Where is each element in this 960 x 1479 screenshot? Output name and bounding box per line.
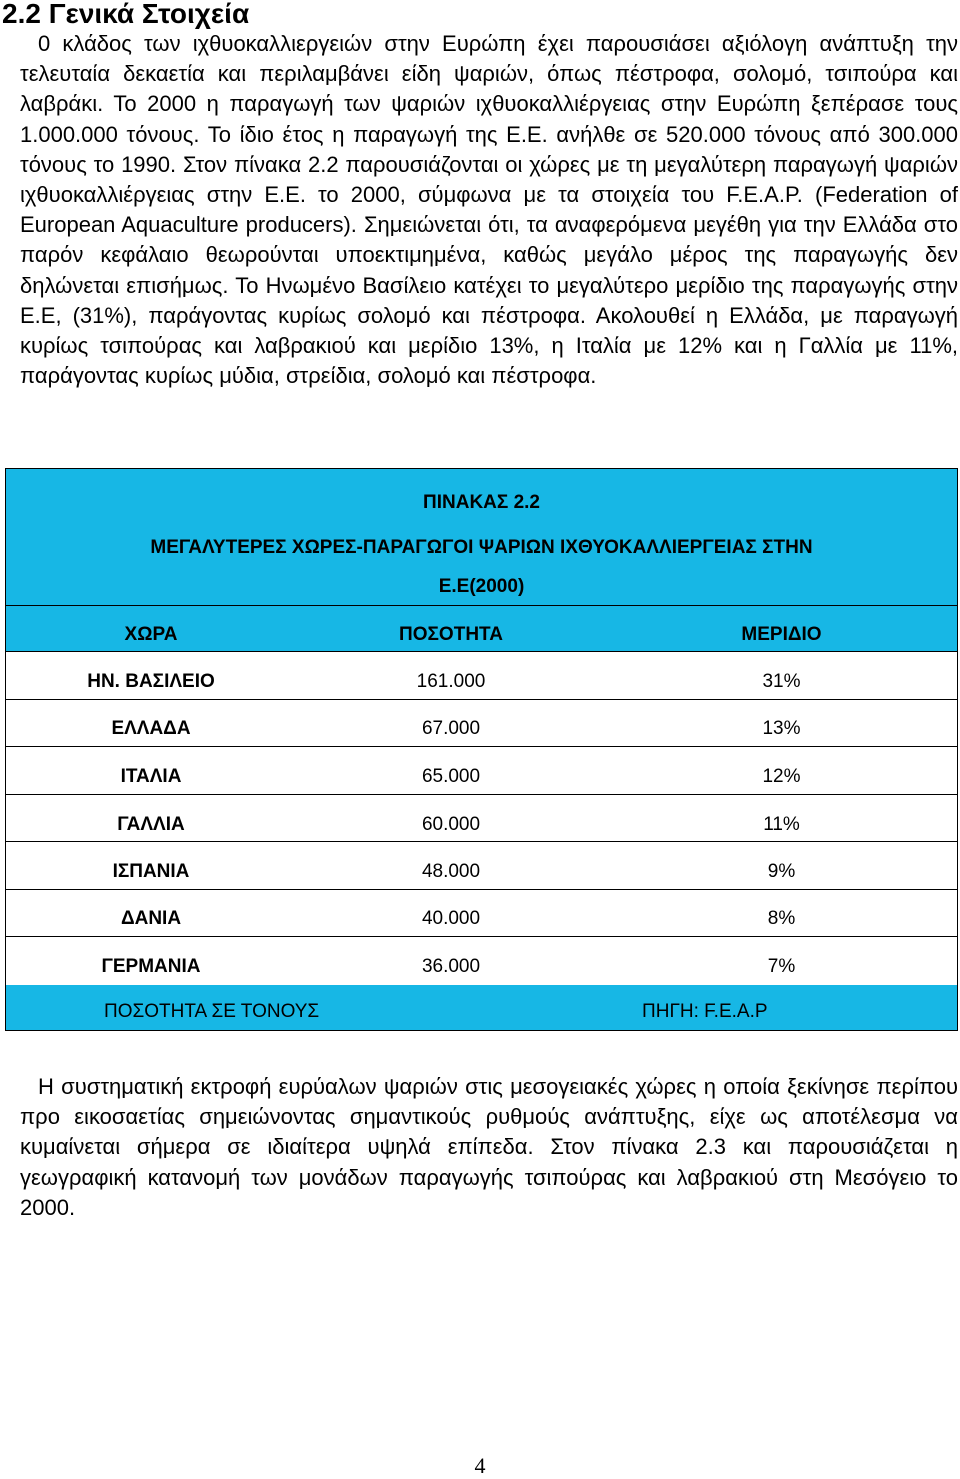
quantity-cell: 40.000 <box>421 908 481 929</box>
column-header-country: ΧΩΡΑ <box>124 624 178 645</box>
column-header-share: ΜΕΡΙΔΙΟ <box>741 624 822 645</box>
quantity-cell: 48.000 <box>421 861 481 882</box>
share-cell: 7% <box>767 956 796 977</box>
country-cell: ΗΝ. ΒΑΣΙΛΕΙΟ <box>87 671 215 692</box>
quantity-cell: 161.000 <box>416 671 486 692</box>
country-cell: ΔΑΝΙΑ <box>120 908 182 929</box>
share-cell: 8% <box>767 908 796 929</box>
units-note: ΠΟΣΟΤΗΤΑ ΣΕ ΤΟΝΟΥΣ <box>104 1001 320 1022</box>
closing-paragraph: Η συστηματική εκτροφή ευρύαλων ψαριών στις μεσογειακές χώρες η οποία ξεκίνησε περίπου προ εικοσαετίας σημειώνοντας σημαντικούς ρυθμούς ανάπτυξης, είχε ως αποτέλεσμα να κυμαίνεται σήμερα σε ιδιαίτερα υψηλά επίπεδα. Στον πίνακα 2.3 και παρουσιάζεται η γεωγραφική κατανομή των μονάδων παραγωγής τσιπούρας και λαβρακιού στη Μεσόγειο το 2000. <box>20 1074 958 1220</box>
row-divider <box>6 699 957 700</box>
table-title-line-1: ΜΕΓΑΛΥΤΕΡΕΣ ΧΩΡΕΣ-ΠΑΡΑΓΩΓΟΙ ΨΑΡΙΩΝ ΙΧΘΥΟΚΑΛΛΙΕΡΓΕΙΑΣ ΣΤΗΝ <box>150 537 813 558</box>
quantity-cell: 36.000 <box>421 956 481 977</box>
row-divider <box>6 794 957 795</box>
share-cell: 31% <box>762 671 801 692</box>
table-caption: ΠΙΝΑΚΑΣ 2.2 <box>423 492 540 513</box>
share-cell: 9% <box>767 861 796 882</box>
quantity-cell: 65.000 <box>421 766 481 787</box>
share-cell: 12% <box>762 766 801 787</box>
page-number: 4 <box>474 1453 486 1478</box>
row-divider <box>6 746 957 747</box>
country-cell: ΓΕΡΜΑΝΙΑ <box>101 956 201 977</box>
row-divider <box>6 936 957 937</box>
quantity-cell: 60.000 <box>421 814 481 835</box>
section-title: 2.2 Γενικά Στοιχεία <box>2 0 250 29</box>
table-footer <box>6 985 957 1030</box>
table-divider <box>6 651 957 652</box>
source-note: ΠΗΓΗ: F.E.A.P <box>642 1001 768 1022</box>
table-title-line-2: Ε.Ε(2000) <box>438 576 525 597</box>
quantity-cell: 67.000 <box>421 718 481 739</box>
intro-paragraph: 0 κλάδος των ιχθυοκαλλιεργειών στην Ευρώπη έχει παρουσιάσει αξιόλογη ανάπτυξη την τελευταία δεκαετία και περιλαμβάνει είδη ψαριών, όπως πέστροφα, σολομό, τσιπούρα και λαβράκι. Το 2000 η παραγωγή των ψαριών ιχθυοκαλλιέργειας στην Ευρώπη ξεπέρασε τους 1.000.000 τόνους. Το ίδιο έτος η παραγωγή της Ε.Ε. ανήλθε σε 520.000 τόνους από 300.000 τόνους το 1990. Στον πίνακα 2.2 παρουσιάζονται οι χώρες με τη μεγαλύτερη παραγωγή ψαριών ιχθυοκαλλιέργειας στην Ε.Ε. το 2000, σύμφωνα με τα στοιχεία του F.E.A.P. (Federation of European Aquaculture producers). Σημειώνεται ότι, τα αναφερόμενα μεγέθη για την Ελλάδα στο παρόν κεφάλαιο θεωρούνται υποεκτιμημένα, καθώς μεγάλο μέρος της παραγωγής δεν δηλώνεται επισήμως. Το Ηνωμένο Βασίλειο κατέχει το μεγαλύτερο μερίδιο της παραγωγής στην Ε.Ε, (31%), παράγοντας κυρίως σολομό και πέστροφα. Ακολουθεί η Ελλάδα, με παραγωγή κυρίως τσιπούρας και λαβρακιού και μερίδιο 13%, η Ιταλία με 12% και η Γαλλία με 11%, παράγοντας κυρίως μύδια, στρείδια, σολομό και πέστροφα. <box>20 31 958 389</box>
share-cell: 11% <box>763 814 800 835</box>
country-cell: ΓΑΛΛΙΑ <box>117 814 185 835</box>
column-header-quantity: ΠΟΣΟΤΗΤΑ <box>399 624 503 645</box>
table-divider <box>6 605 957 606</box>
country-cell: ΙΤΑΛΙΑ <box>120 766 182 787</box>
row-divider <box>6 889 957 890</box>
row-divider <box>6 841 957 842</box>
country-cell: ΙΣΠΑΝΙΑ <box>112 861 190 882</box>
production-table <box>5 468 958 1031</box>
country-cell: ΕΛΛΑΔΑ <box>111 718 191 739</box>
share-cell: 13% <box>762 718 801 739</box>
